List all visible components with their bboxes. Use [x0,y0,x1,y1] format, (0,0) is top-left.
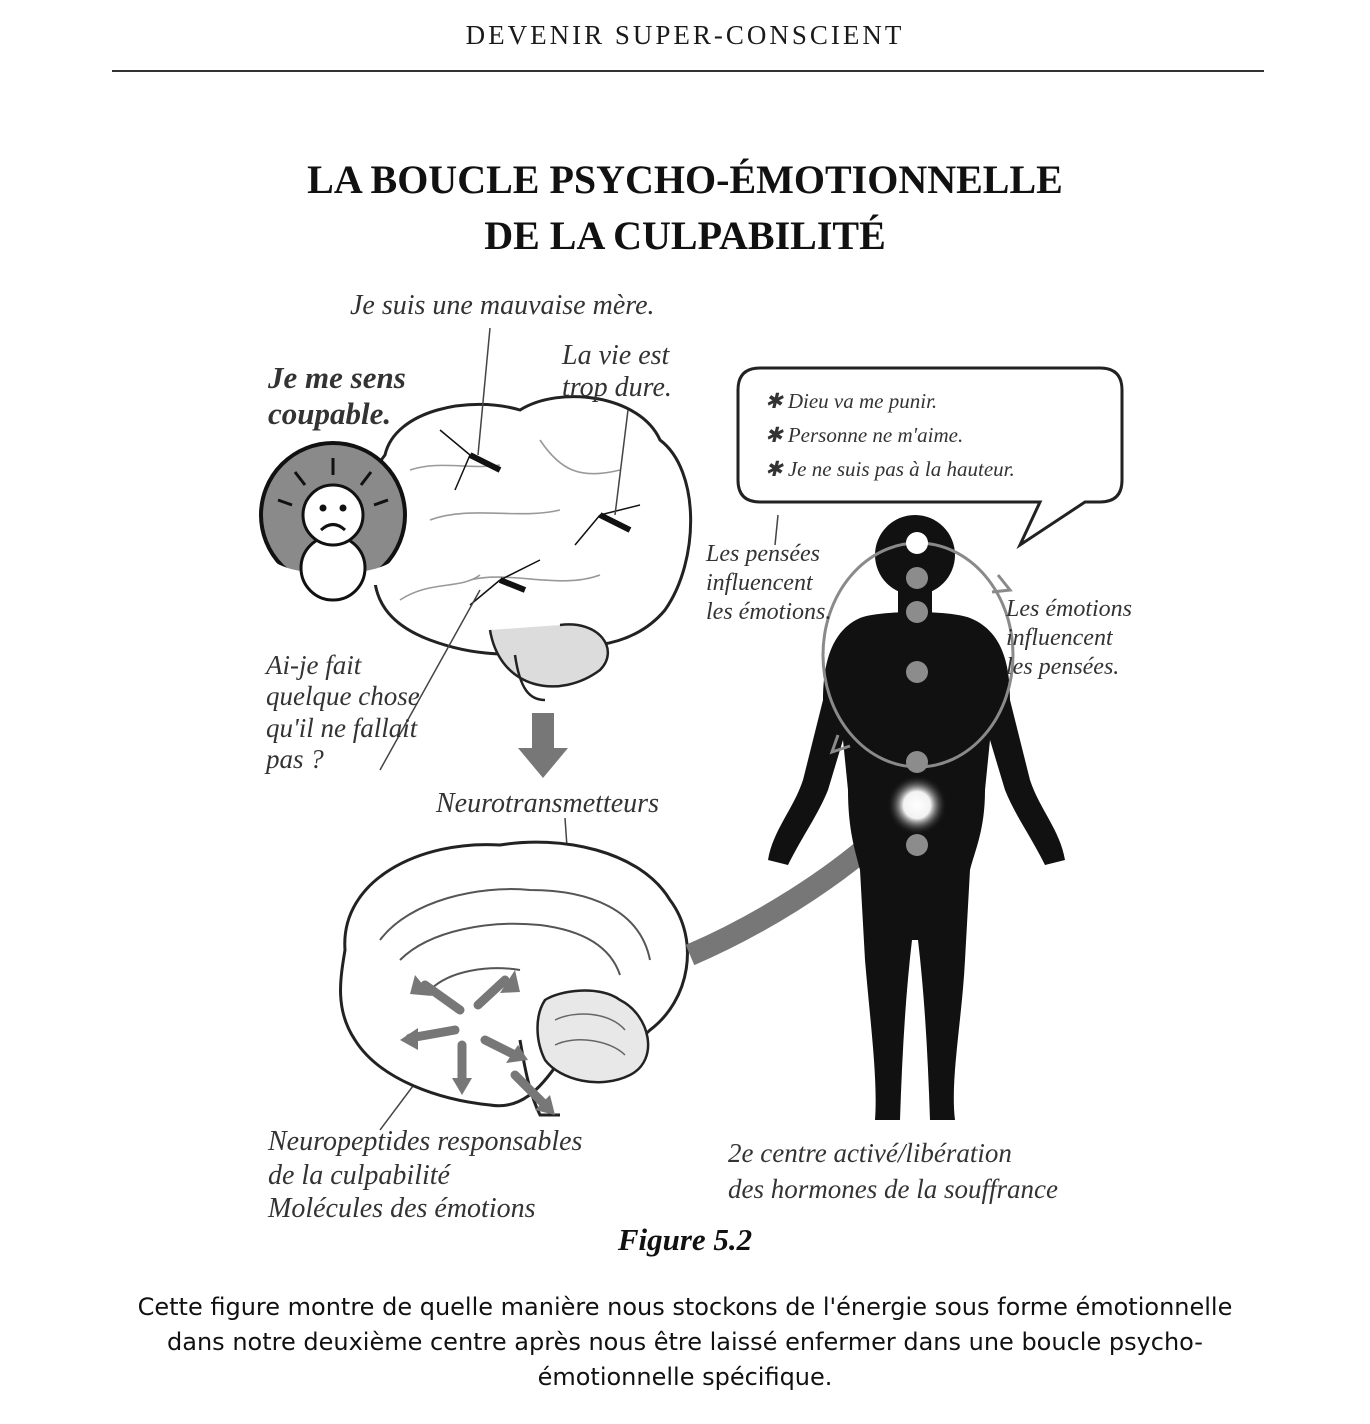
running-header: DEVENIR SUPER-CONSCIENT [465,20,905,50]
label-neuropeptides [268,1125,582,1226]
caption-line-3: émotionnelle spécifique. [537,1363,833,1391]
label-emotions-line3: les pensées. [1006,653,1120,680]
label-neuropeptides-line1: Neuropeptides responsables [268,1126,583,1157]
figure-label: Figure 5.2 [617,1222,753,1257]
label-emotions-influence [1006,595,1132,681]
label-second-center-line2: des hormones de la souffrance [728,1174,1058,1205]
bubble-item: ✱ Personne ne m'aime. [765,423,964,447]
label-second-center [728,1135,1058,1208]
speech-bubble-text [765,384,1015,486]
second-center-glow [887,775,947,835]
label-neuropeptides-line3: Molécules des émotions [268,1193,536,1225]
label-thoughts-influence [706,540,831,626]
label-feel-guilty-line2: coupable. [268,395,392,431]
label-feel-guilty [268,360,406,431]
caption-line-2: dans notre deuxième centre après nous être laissé enfermer dans une boucle psycho- [167,1328,1203,1356]
title-line-2: DE LA CULPABILITÉ [484,213,886,258]
label-did-wrong-line3: qu'il ne fallait [266,712,418,743]
label-did-wrong-line1: Ai-je fait [266,650,362,680]
label-neurotransmitters: Neurotransmetteurs [436,788,659,819]
label-second-center-line1: 2e centre activé/libération [728,1138,1012,1168]
label-did-wrong [266,650,420,775]
label-bad-mother: Je suis une mauvaise mère. [350,290,655,321]
label-neuropeptides-line2: de la culpabilité [268,1159,450,1191]
label-life-hard-line1: La vie est [562,340,670,371]
label-thoughts-line3: les émotions. [706,598,832,625]
sad-face-sun-icon [261,443,405,600]
label-did-wrong-line2: quelque chose [266,681,420,712]
label-emotions-line1: Les émotions [1006,596,1132,622]
label-feel-guilty-line1: Je me sens [268,360,406,395]
down-arrow-icon [518,713,568,778]
caption-line-1: Cette figure montre de quelle manière nous stockons de l'énergie sous forme émotionnelle [137,1293,1233,1321]
label-life-hard-line2: trop dure. [562,372,672,404]
label-life-hard [562,340,672,404]
bubble-item: ✱ Dieu va me punir. [765,389,938,413]
figure-caption [90,1290,1280,1395]
bubble-item: ✱ Je ne suis pas à la hauteur. [765,457,1015,481]
label-thoughts-line2: influencent [706,569,813,596]
label-emotions-line2: influencent [1006,624,1113,651]
title-line-1: LA BOUCLE PSYCHO-ÉMOTIONNELLE [307,157,1063,202]
label-did-wrong-line4: pas ? [266,743,324,774]
label-thoughts-line1: Les pensées [706,541,820,567]
